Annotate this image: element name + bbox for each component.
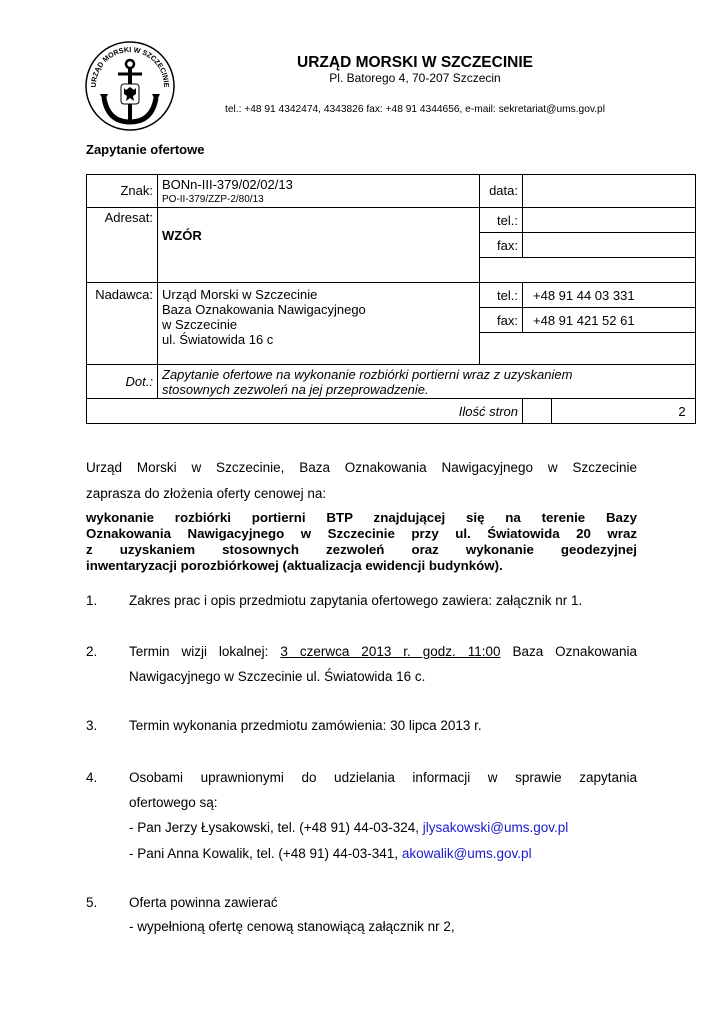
item-3-number: 3. <box>86 718 98 733</box>
item-2-number: 2. <box>86 644 98 659</box>
pages-value: 2 <box>678 403 686 419</box>
item-1-number: 1. <box>86 593 98 608</box>
contact-person-1-text: - Pan Jerzy Łysakowski, tel. (+48 91) 44-03-324, <box>129 820 420 835</box>
nadawca-value <box>158 283 480 365</box>
znak-value: BONn-III-379/02/02/13 <box>162 177 293 192</box>
contact-person-1-email[interactable]: jlysakowski@ums.gov.pl <box>422 820 569 835</box>
item-2-prefix: Termin wizji lokalnej: <box>129 644 269 659</box>
item-4-number: 4. <box>86 770 98 785</box>
nadawca-tel-value: +48 91 44 03 331 <box>523 283 696 308</box>
subject-line-4: inwentaryzacji porozbiórkowej (aktualizacja ewidencji budynków). <box>86 558 503 573</box>
znak-sub: PO-II-379/ZZP-2/80/13 <box>162 194 264 205</box>
item-5-number: 5. <box>86 895 98 910</box>
nadawca-fax-label: fax: <box>480 308 523 333</box>
pages-cell <box>523 399 696 424</box>
item-4-line-2: ofertowego są: <box>129 795 218 810</box>
intro-line-1: Urząd Morski w Szczecinie, Baza Oznakowania Nawigacyjnego w Szczecinie <box>86 460 637 475</box>
adresat-empty <box>480 258 696 283</box>
znak-cell <box>158 175 480 208</box>
nadawca-line-4: ul. Światowida 16 c <box>162 332 274 347</box>
subject-line-2: Oznakowania Nawigacyjnego w Szczecinie przy ul. Światowida 20 wraz <box>86 526 637 541</box>
subject-block <box>86 510 637 574</box>
contact-person-2 <box>129 841 637 866</box>
nadawca-tel-label: tel.: <box>480 283 523 308</box>
contact-person-2-text: - Pani Anna Kowalik, tel. (+48 91) 44-03-341, <box>129 846 399 861</box>
dot-label: Dot.: <box>87 365 158 399</box>
adresat-fax-value <box>523 233 696 258</box>
item-1-text: Zakres prac i opis przedmiotu zapytania ofertowego zawiera: załącznik nr 1. <box>129 593 583 608</box>
contact-person-1 <box>129 815 637 840</box>
dot-line-1: Zapytanie ofertowe na wykonanie rozbiórki portierni wraz z uzyskaniem <box>162 367 573 382</box>
subject-line-1: wykonanie rozbiórki portierni BTP znajdującej się na terenie Bazy <box>86 510 637 525</box>
pages-label: Ilość stron <box>87 399 523 424</box>
org-name: URZĄD MORSKI W SZCZECINIE <box>297 54 533 71</box>
adresat-spacer-2 <box>87 258 158 283</box>
item-2-suffix: Baza Oznakowania <box>512 644 637 659</box>
logo-emblem <box>84 40 176 132</box>
adresat-value: WZÓR <box>158 208 480 283</box>
nadawca-fax-value: +48 91 421 52 61 <box>523 308 696 333</box>
svg-text:URZĄD MORSKI W SZCZECINIE: URZĄD MORSKI W SZCZECINIE <box>88 44 172 88</box>
adresat-label: Adresat: <box>87 208 158 233</box>
intro-line-2: zaprasza do złożenia oferty cenowej na: <box>86 486 327 501</box>
item-3-text: Termin wykonania przedmiotu zamówienia: 30 lipca 2013 r. <box>129 718 482 733</box>
item-4-line-1: Osobami uprawnionymi do udzielania informacji w sprawie zapytania <box>129 770 637 785</box>
nadawca-line-2: Baza Oznakowania Nawigacyjnego <box>162 302 366 317</box>
item-2-line-1 <box>129 639 637 664</box>
dot-line-2: stosownych zezwoleń na jej przeprowadzenie. <box>162 382 429 397</box>
nadawca-label: Nadawca: <box>87 283 158 365</box>
dot-value <box>158 365 696 399</box>
item-5-sub: - wypełnioną ofertę cenową stanowiącą załącznik nr 2, <box>129 919 455 934</box>
nadawca-line-1: Urząd Morski w Szczecinie <box>162 287 318 302</box>
adresat-fax-label: fax: <box>480 233 523 258</box>
item-5-text: Oferta powinna zawierać <box>129 895 278 910</box>
adresat-tel-label: tel.: <box>480 208 523 233</box>
nadawca-empty <box>480 333 696 365</box>
adresat-tel-value <box>523 208 696 233</box>
znak-label: Znak: <box>87 175 158 208</box>
item-2-line-2: Nawigacyjnego w Szczecinie ul. Światowida 16 c. <box>129 669 426 684</box>
contact-person-2-email[interactable]: akowalik@ums.gov.pl <box>401 846 532 861</box>
nadawca-line-3: w Szczecinie <box>162 317 238 332</box>
item-2-date: 3 czerwca 2013 r. godz. 11:00 <box>280 644 501 659</box>
subject-line-3: z uzyskaniem stosownych zezwoleń oraz wykonanie geodezyjnej <box>86 542 637 557</box>
data-value <box>523 175 696 208</box>
org-address: Pl. Batorego 4, 70-207 Szczecin <box>329 71 501 85</box>
document-title: Zapytanie ofertowe <box>86 142 205 157</box>
adresat-spacer <box>87 233 158 258</box>
org-contact: tel.: +48 91 4342474, 4343826 fax: +48 91 4344656, e-mail: sekretariat@ums.gov.pl <box>225 104 605 115</box>
letter-header-table <box>86 174 696 424</box>
data-label: data: <box>480 175 523 208</box>
